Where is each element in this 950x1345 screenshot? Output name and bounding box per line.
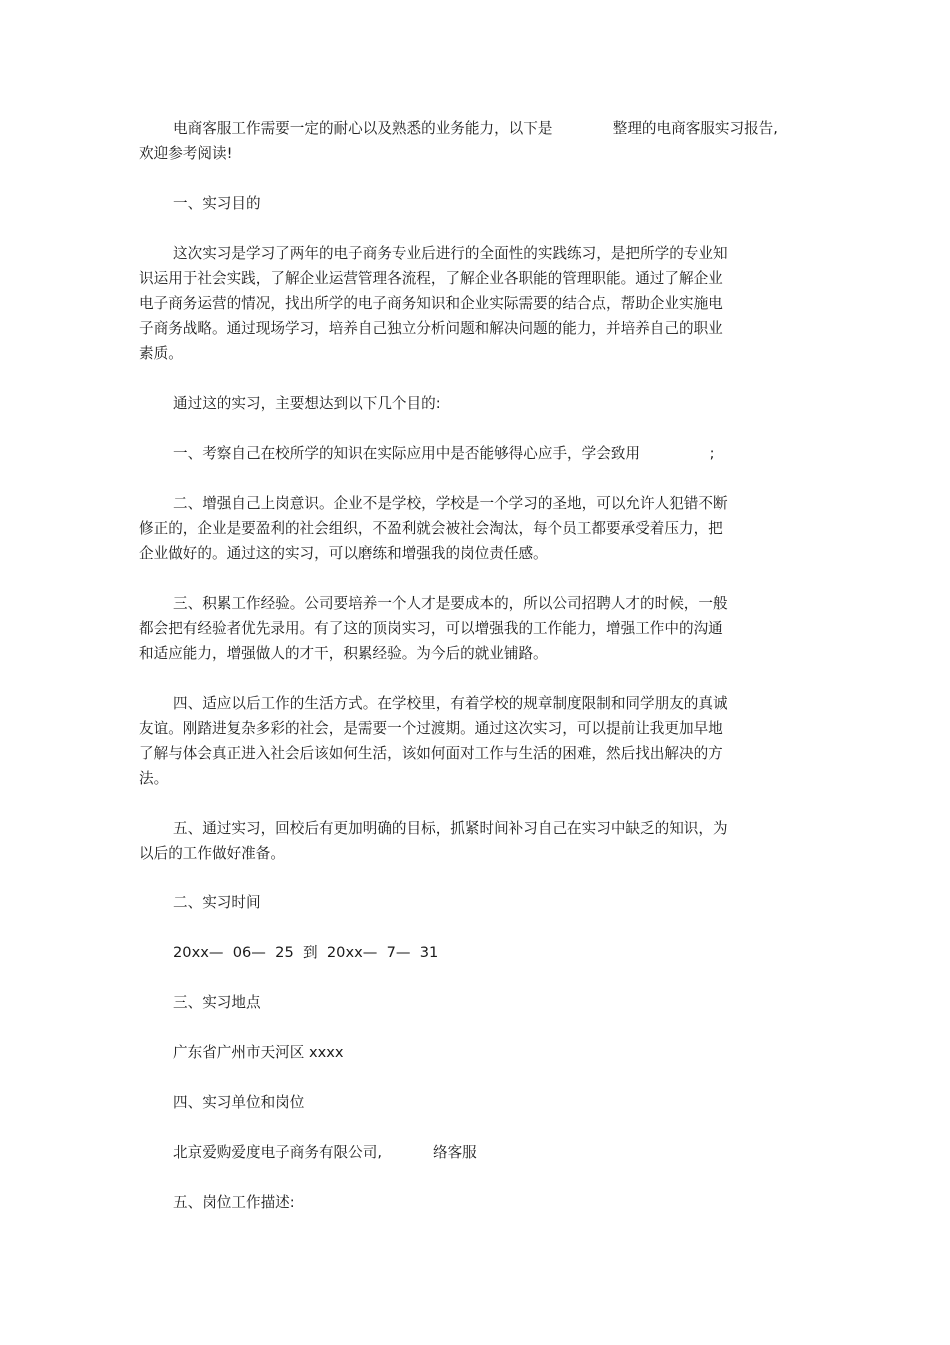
location-value: 广东省广州市天河区 xxxx bbox=[173, 1044, 344, 1061]
goal-2-line-2: 修正的，企业是要盈利的社会组织，不盈利就会被社会淘汰，每个员工都要承受着压力，把 bbox=[139, 520, 723, 537]
goal-5-line-1: 五、通过实习，回校后有更加明确的目标，抓紧时间补习自己在实习中缺乏的知识，为 bbox=[173, 820, 728, 837]
goal-4-line-1: 四、适应以后工作的生活方式。在学校里，有着学校的规章制度限制和同学朋友的真诚 bbox=[173, 695, 728, 712]
goal-3-line-3: 和适应能力，增强做人的才干，积累经验。为今后的就业铺路。 bbox=[139, 645, 548, 662]
intro-line-1: 电商客服工作需要一定的耐心以及熟悉的业务能力，以下是 整理的电商客服实习报告, bbox=[173, 120, 778, 137]
heading-location: 三、实习地点 bbox=[173, 994, 261, 1011]
purpose-line-3: 电子商务运营的情况，找出所学的电子商务知识和企业实际需要的结合点，帮助企业实施电 bbox=[139, 295, 723, 312]
goal-2-line-1: 二、增强自己上岗意识。企业不是学校，学校是一个学习的圣地，可以允许人犯错不断 bbox=[173, 495, 728, 512]
goal-5-line-2: 以后的工作做好准备。 bbox=[139, 845, 285, 862]
heading-unit: 四、实习单位和岗位 bbox=[173, 1094, 305, 1111]
goal-4-line-4: 法。 bbox=[139, 770, 169, 787]
goals-intro: 通过这的实习，主要想达到以下几个目的: bbox=[173, 395, 441, 412]
goal-1-line-1: 一、考察自己在校所学的知识在实际应用中是否能够得心应手，学会致用 ; bbox=[173, 445, 715, 462]
purpose-line-5: 素质。 bbox=[139, 345, 183, 362]
heading-description: 五、岗位工作描述: bbox=[173, 1194, 295, 1211]
heading-purpose: 一、实习目的 bbox=[173, 195, 261, 212]
unit-value: 北京爱购爱度电子商务有限公司, 络客服 bbox=[173, 1144, 477, 1161]
goal-4-line-2: 友谊。刚踏进复杂多彩的社会，是需要一个过渡期。通过这次实习，可以提前让我更加早地 bbox=[139, 720, 723, 737]
purpose-line-4: 子商务战略。通过现场学习，培养自己独立分析问题和解决问题的能力，并培养自己的职业 bbox=[139, 320, 723, 337]
purpose-line-2: 识运用于社会实践，了解企业运营管理各流程，了解企业各职能的管理职能。通过了解企业 bbox=[139, 270, 723, 287]
goal-3-line-1: 三、积累工作经验。公司要培养一个人才是要成本的，所以公司招聘人才的时候，一般 bbox=[173, 595, 728, 612]
heading-time: 二、实习时间 bbox=[173, 894, 261, 911]
goal-4-line-3: 了解与体会真正进入社会后该如何生活，该如何面对工作与生活的困难，然后找出解决的方 bbox=[139, 745, 723, 762]
purpose-line-1: 这次实习是学习了两年的电子商务专业后进行的全面性的实践练习，是把所学的专业知 bbox=[173, 245, 728, 262]
goal-3-line-2: 都会把有经验者优先录用。有了这的顶岗实习，可以增强我的工作能力，增强工作中的沟通 bbox=[139, 620, 723, 637]
intro-line-2: 欢迎参考阅读! bbox=[139, 145, 233, 162]
time-value: 20xx— 06— 25 到 20xx— 7— 31 bbox=[173, 944, 439, 961]
goal-2-line-3: 企业做好的。通过这的实习，可以磨练和增强我的岗位责任感。 bbox=[139, 545, 548, 562]
